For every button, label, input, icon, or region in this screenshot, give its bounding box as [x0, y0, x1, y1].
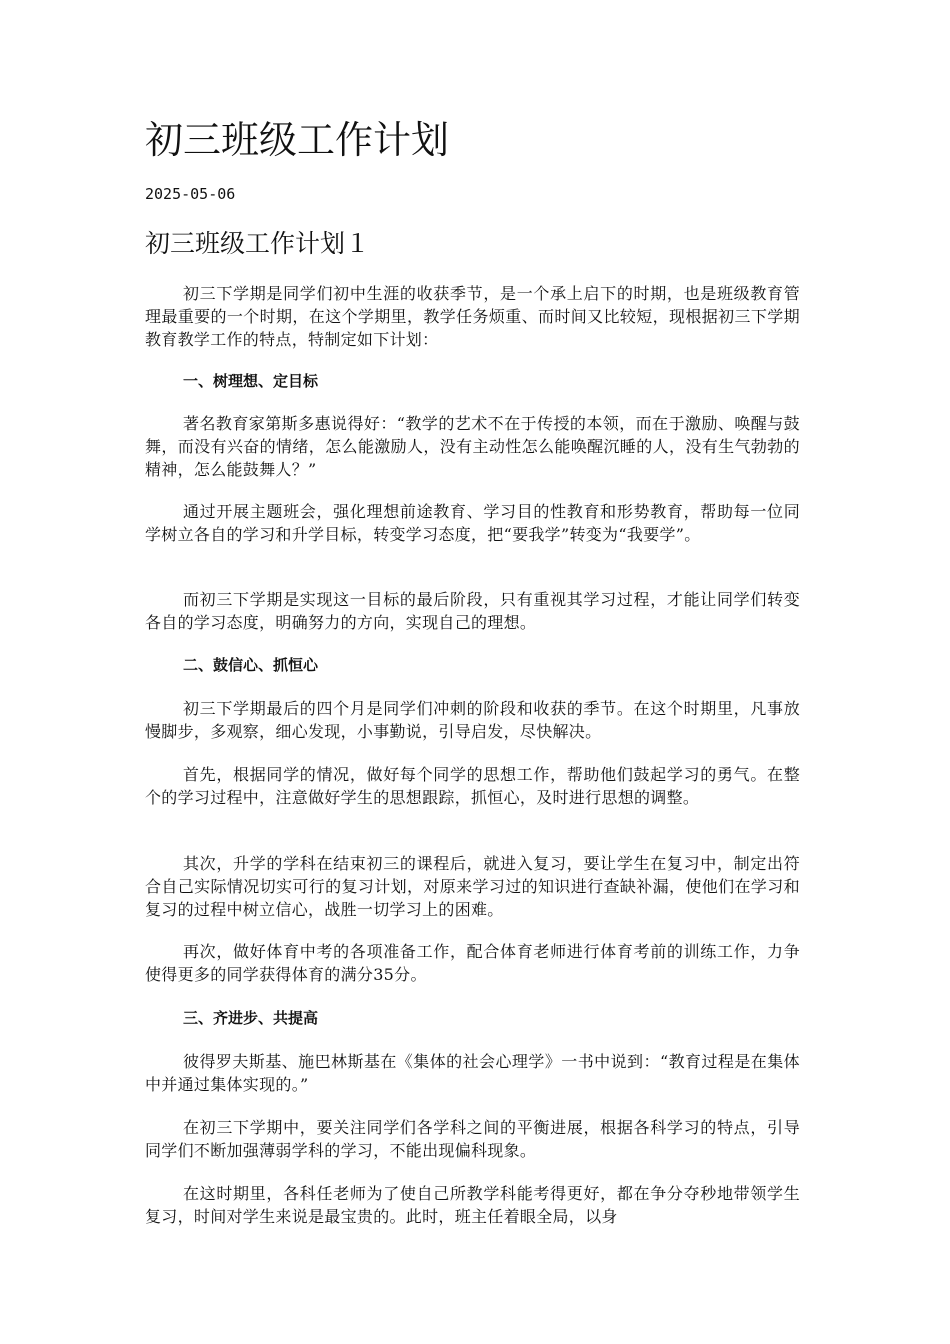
paragraph-theme-meeting [145, 500, 800, 546]
paragraph-quote [145, 412, 800, 481]
paragraph: 再次，做好体育中考的各项准备工作，配合体育老师进行体育考前的训练工作，力争使得更多的同学获得体育的满分35分。 [145, 942, 800, 984]
paragraph-third [145, 940, 800, 986]
paragraph-time [145, 1182, 800, 1228]
paragraph-final-stage [145, 588, 800, 634]
section-heading: 一、树理想、定目标 [183, 372, 319, 390]
paragraph-sprint [145, 697, 800, 743]
document-date: 2025-05-06 [145, 185, 236, 203]
heading-2 [145, 654, 800, 677]
heading-1 [145, 370, 800, 393]
heading-3 [145, 1007, 800, 1030]
paragraph: 初三下学期最后的四个月是同学们冲刺的阶段和收获的季节。在这个时期里，凡事放慢脚步，多观察，细心发现，小事勤说，引导启发，尽快解决。 [145, 699, 800, 741]
paragraph: 而初三下学期是实现这一目标的最后阶段，只有重视其学习过程，才能让同学们转变各自的学习态度，明确努力的方向，实现自己的理想。 [145, 590, 800, 632]
paragraph: 彼得罗夫斯基、施巴林斯基在《集体的社会心理学》一书中说到：“教育过程是在集体中并通过集体实现的。” [145, 1052, 800, 1094]
section-heading: 二、鼓信心、抓恒心 [183, 656, 319, 674]
paragraph: 首先，根据同学的情况，做好每个同学的思想工作，帮助他们鼓起学习的勇气。在整个的学习过程中，注意做好学生的思想跟踪，抓恒心，及时进行思想的调整。 [145, 765, 800, 807]
paragraph: 在这时期里，各科任老师为了使自己所教学科能考得更好，都在争分夺秒地带领学生复习，时间对学生来说是最宝贵的。此时，班主任着眼全局，以身 [145, 1184, 800, 1226]
paragraph: 其次，升学的学科在结束初三的课程后，就进入复习，要让学生在复习中，制定出符合自己实际情况切实可行的复习计划，对原来学习过的知识进行查缺补漏，使他们在学习和复习的过程中树立信心，战胜一切学习上的困难。 [145, 854, 800, 919]
section-heading: 三、齐进步、共提高 [183, 1009, 319, 1027]
section-title: 初三班级工作计划１ [145, 229, 371, 258]
paragraph: 初三下学期是同学们初中生涯的收获季节，是一个承上启下的时期，也是班级教育管理最重要的一个时期，在这个学期里，教学任务烦重、而时间又比较短，现根据初三下学期教育教学工作的特点，特制定如下计划： [145, 284, 800, 349]
paragraph: 在初三下学期中，要关注同学们各学科之间的平衡进展，根据各科学习的特点，引导同学们不断加强薄弱学科的学习，不能出现偏科现象。 [145, 1118, 800, 1160]
paragraph: 著名教育家第斯多惠说得好：“教学的艺术不在于传授的本领，而在于激励、唤醒与鼓舞，而没有兴奋的情绪，怎么能激励人，没有主动性怎么能唤醒沉睡的人，没有生气勃勃的精神，怎么能鼓舞人？” [145, 414, 800, 479]
document-title: 初三班级工作计划 [145, 118, 450, 162]
paragraph: 通过开展主题班会，强化理想前途教育、学习目的性教育和形势教育，帮助每一位同学树立各自的学习和升学目标，转变学习态度，把“要我学”转变为“我要学”。 [145, 502, 800, 544]
paragraph-balance [145, 1116, 800, 1162]
paragraph-second [145, 852, 800, 921]
paragraph-first [145, 763, 800, 809]
paragraph-intro [145, 282, 800, 351]
paragraph-collective [145, 1050, 800, 1096]
